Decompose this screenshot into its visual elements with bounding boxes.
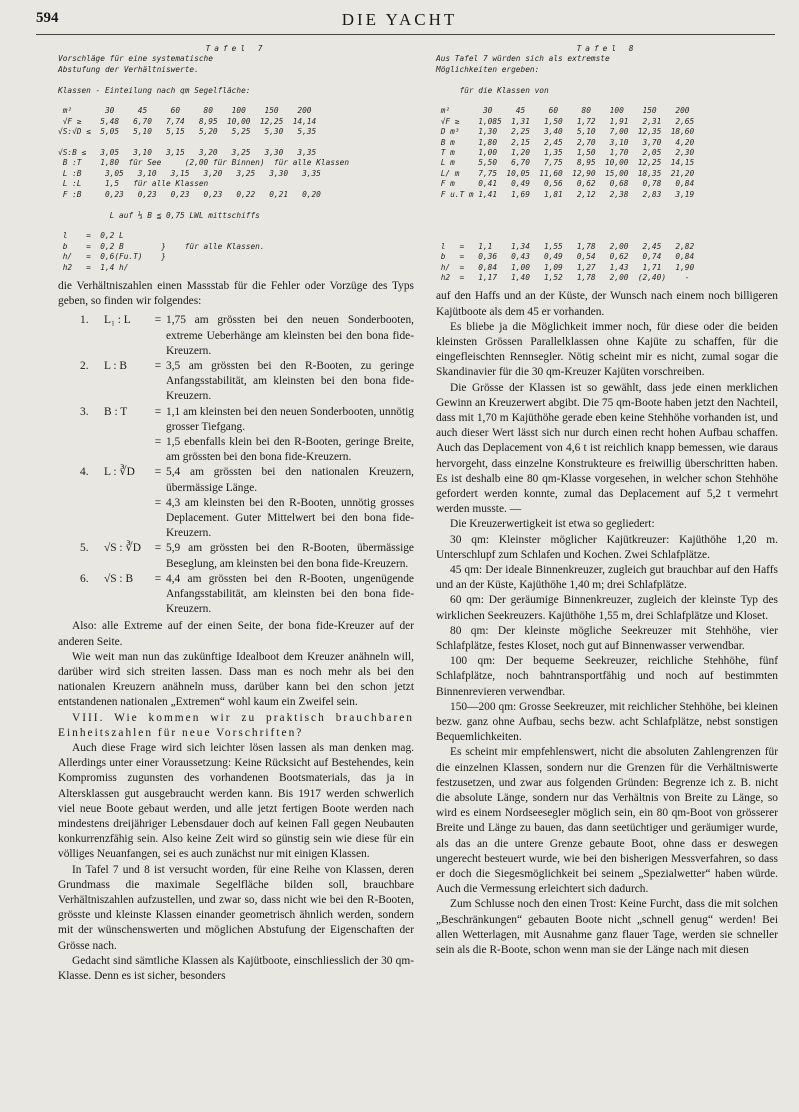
intro-paragraph: die Verhältniszahlen einen Massstab für die Fehler oder Vorzüge des Typs geben, so finden wir folgendes: bbox=[58, 279, 414, 308]
ratio-description: 4,4 am grössten bei den R-Booten, ungenügende Anfangsstabilität, am kleinsten bei den bona fide-Kreuzern. bbox=[166, 572, 414, 616]
ratio-number: 4. bbox=[80, 466, 89, 479]
table-line: Möglichkeiten ergeben: bbox=[436, 64, 540, 74]
ratio-expression: B : T bbox=[104, 405, 128, 418]
ratio-expression: L : B bbox=[104, 359, 127, 372]
class-80-paragraph: 80 qm: Der kleinste mögliche Seekreuzer mit Stehhöhe, vier Schlafplätze, festes Kloset, noch gut auf Binnenwasser verwendbar. bbox=[436, 624, 778, 653]
class-150-200-paragraph: 150—200 qm: Grosse Seekreuzer, mit reichlicher Stehhöhe, bei kleinen bezw. ganz ohne Aufbau, sechs bezw. acht Schlafplätze, nebst sonstigen Bequemlichkeiten. bbox=[436, 700, 778, 744]
ratio-equals: = bbox=[154, 359, 162, 372]
ratio-equals: = bbox=[154, 542, 162, 555]
table-line: √F ≥ 1,085 1,31 1,50 1,72 1,91 2,31 2,65 bbox=[436, 116, 695, 126]
ratio-item bbox=[80, 435, 414, 465]
table-line: L m 5,50 6,70 7,75 8,95 10,00 12,25 14,15 bbox=[436, 158, 695, 168]
ratio-item bbox=[80, 359, 414, 405]
ratio-number: 6. bbox=[80, 572, 89, 585]
table-line: h/ = 0,84 1,00 1,09 1,27 1,43 1,71 1,90 bbox=[436, 262, 695, 272]
ratio-item bbox=[80, 496, 414, 542]
table-line: F u.T m 1,41 1,69 1,81 2,12 2,38 2,83 3,19 bbox=[436, 189, 695, 199]
header-rule bbox=[36, 34, 775, 35]
class-60-paragraph: 60 qm: Der geräumige Binnenkreuzer, zugleich der kleinste Typ des wirklichen Seekreuzers. Kajüthöhe 1,55 m, drei Schlafplätze und Kloset. bbox=[436, 594, 778, 622]
table-line bbox=[436, 96, 778, 106]
table-line: F :B 0,23 0,23 0,23 0,23 0,22 0,21 0,20 bbox=[58, 189, 321, 199]
ratio-expression: L₁ : L bbox=[104, 314, 131, 327]
table-line: √S:B ≤ 3,05 3,10 3,15 3,20 3,25 3,30 3,35 bbox=[58, 148, 317, 158]
section-viii-heading: VIII. Wie kommen wir zu praktisch brauchbaren Einheitszahlen für neue Vorschriften? bbox=[58, 711, 414, 739]
ratio-expression bbox=[104, 496, 150, 542]
ratio-equals: = bbox=[154, 496, 162, 509]
table-line: m² 30 45 60 80 100 150 200 bbox=[58, 106, 312, 116]
right-column bbox=[436, 44, 778, 958]
groesse-paragraph: Die Grösse der Klassen ist so gewählt, dass jede einen merklichen Gewinn an Kreuzerwert abgibt. Die 75 qm-Boote haben jetzt den Nachteil, dass mit 1,70 m Kajüthöhe gerade eben keine Stehhöhe vorhanden ist, und auch dieser Wert lässt sich nur durch einen recht hohen Aufbau schaffen. Auch das Deplacement von 4,6 t ist reichlich knapp bemessen, wie daraus hervorgeht, dass einzelne Konstrukteure es freiwillig überschritten haben. Es ist deshalb eine 80 qm-Klasse vorgesehen, in welcher schon Stehhöhe gefordert werden konnte, zumal das Deplacement auf 5,2 t vermehrt werden musste. — bbox=[436, 381, 778, 516]
table-7 bbox=[58, 44, 414, 273]
table-line: √S:√D ≤ 5,05 5,10 5,15 5,20 5,25 5,30 5,35 bbox=[58, 127, 317, 137]
ratio-description: 1,1 am kleinsten bei den neuen Sonderbooten, unnötig grosser Tiefgang. bbox=[166, 405, 414, 433]
ratio-item bbox=[80, 405, 414, 435]
schlusse-paragraph: Zum Schlusse noch den einen Trost: Keine Furcht, dass die mit solchen „Beschränkungen“ gebauten Boote nicht „schnell genug“ werden! Bei allen Wetterlagen, mit Ausnahme ganz flauer Tage, werden sie schneller sein als die R-Boote, schon wenn man sie der Länge nach mit diesen bbox=[436, 898, 778, 957]
table-line: L :L 1,5 für alle Klassen bbox=[58, 179, 209, 189]
ratio-item bbox=[80, 541, 414, 571]
ratio-equals: = bbox=[154, 405, 162, 418]
table-line bbox=[58, 96, 414, 106]
table-line: Tafel 7 bbox=[205, 44, 267, 53]
table-line: h2 = 1,4 h/ bbox=[58, 262, 129, 272]
table-line: h2 = 1,17 1,40 1,52 1,78 2,00 (2,40) - bbox=[436, 272, 690, 282]
ratio-equals: = bbox=[154, 572, 162, 585]
table-line: B :T 1,80 für See (2,00 für Binnen) für alle Klassen bbox=[58, 158, 350, 168]
ratio-item bbox=[80, 572, 414, 618]
table-line bbox=[436, 221, 778, 231]
table-line: L/ m 7,75 10,05 11,60 12,90 15,00 18,35 21,20 bbox=[436, 168, 695, 178]
ratio-number: 5. bbox=[80, 542, 89, 555]
table-line bbox=[58, 138, 414, 148]
ratio-description: 5,9 am grössten bei den R-Booten, übermässige Beseglung, am kleinsten bei den bona fide-Kreuzern. bbox=[166, 542, 414, 570]
ratio-equals: = bbox=[154, 314, 162, 327]
also-paragraph: Also: alle Extreme auf der einen Seite, der bona fide-Kreuzer auf der anderen Seite. bbox=[58, 620, 414, 648]
page-number: 594 bbox=[36, 10, 59, 26]
haffs-paragraph: auf den Haffs und an der Küste, der Wunsch nach einem noch billigeren Kajütboote als dem 45 er vorhanden. bbox=[436, 290, 778, 318]
table-line bbox=[436, 231, 778, 241]
table-line: L :B 3,05 3,10 3,15 3,20 3,25 3,30 3,35 bbox=[58, 168, 321, 178]
left-text bbox=[58, 279, 414, 984]
gliederung-paragraph: Die Kreuzerwertigkeit ist etwa so gegliedert: bbox=[450, 518, 655, 531]
table-line: h/ = 0,6(Fu.T) } bbox=[58, 252, 166, 262]
empfehlen-paragraph: Es scheint mir empfehlenswert, nicht die absoluten Zahlengrenzen für die einzelnen Klassen, sondern nur die Grenzen für die Verhältniswerte festzusetzen, und zwar aus folgenden Gründen: Begrenze ich z. B. nicht die absolute Länge, sondern nur das Verhältnis von Breite zu Länge, so wird es einem Nordseesegler möglich sein, ein 80 qm-Boot von grösserer Breite und Länge zu bauen, das dann seetüchtiger und geräumiger wurde, als das an die untere Grenze gebaute Boot, ohne dass er deswegen ungerecht besteuert wurde, wie bei den bisherigen Messverfahren, so dass er doch die Siegesmöglichkeit bei seinem „Spezialwetter“ haben würde. Auch die Vermessung erleichtert sich dadurch. bbox=[436, 746, 778, 896]
frage-paragraph: Auch diese Frage wird sich leichter lösen lassen als man denken mag. Allerdings unter einer Voraussetzung: Keine Rücksicht auf Bestehendes, kein Kompromiss zugunsten des vorhandenen Bootsmaterials, das ja in Altersklassen gut ausgebraucht werden kann. Bis 1917 werden schwerlich viel neue Boote gebaut werden, und alle jetzt fertigen Boote werden nach mindestens dreijähriger Lebensdauer doch auf keinen Fall gegen Neubauten konkurrenzfähig sein. Also keine Zeit wird so günstig sein wie diese für ein völliges Neuanfangen, sei es auch zunächst nur mit einigen Klassen. bbox=[58, 742, 414, 861]
table-8 bbox=[436, 44, 778, 283]
ratio-number: 2. bbox=[80, 359, 89, 372]
table-line: F m 0,41 0,49 0,56 0,62 0,68 0,78 0,84 bbox=[436, 179, 695, 189]
ratio-description: 5,4 am grössten bei den nationalen Kreuzern, übermässige Länge. bbox=[166, 466, 414, 494]
table-line bbox=[58, 221, 414, 231]
right-text bbox=[436, 289, 778, 958]
class-30-paragraph: 30 qm: Kleinster möglicher Kajütkreuzer: Kajüthöhe 1,20 m. Unterschlupf zum Schlafen und Kochen. Zwei Schlafplätze. bbox=[436, 533, 778, 561]
ratio-number: 3. bbox=[80, 405, 89, 418]
ratio-equals: = bbox=[154, 435, 162, 448]
ratio-expression: L : ∛D bbox=[104, 466, 135, 479]
table-line bbox=[436, 200, 778, 210]
table-line: l = 1,1 1,34 1,55 1,78 2,00 2,45 2,82 bbox=[436, 241, 695, 251]
ratio-number bbox=[80, 435, 104, 465]
table-line: Tafel 8 bbox=[576, 44, 638, 53]
ratio-number: 1. bbox=[80, 314, 89, 327]
left-column bbox=[58, 44, 414, 984]
table-line: l = 0,2 L bbox=[58, 231, 124, 241]
table-line bbox=[436, 211, 778, 221]
page-title: DIE YACHT bbox=[341, 10, 458, 29]
ratio-equals: = bbox=[154, 466, 162, 479]
table-line: Aus Tafel 7 würden sich als extremste bbox=[436, 54, 610, 64]
moeglichkeit-paragraph: Es bliebe ja die Möglichkeit immer noch, für diese oder die beiden kleinsten Grössen Parallelklassen ohne Kajüte zu schaffen, für die eingefleischten Rennsegler. Nötig scheint mir es nicht, zumal sogar die Skandinavier für die 30 qm-Kreuzer Kajüten vorschreiben. bbox=[436, 320, 778, 379]
table-line: b = 0,36 0,43 0,49 0,54 0,62 0,74 0,84 bbox=[436, 252, 695, 262]
ratio-description: 4,3 am kleinsten bei den R-Booten, unnötig grosses Deplacement. Guter Mittelwert bei den bona fide-Kreuzern. bbox=[166, 496, 414, 540]
table-line: B m 1,80 2,15 2,45 2,70 3,10 3,70 4,20 bbox=[436, 137, 695, 147]
table-line: Vorschläge für eine systematische bbox=[58, 54, 213, 64]
ratio-description: 1,5 ebenfalls klein bei den R-Booten, geringe Breite, am grössten bei den bona fide-Kreuzern. bbox=[166, 435, 414, 464]
table-line: für die Klassen von bbox=[436, 85, 549, 95]
table-line: T m 1,00 1,20 1,35 1,50 1,70 2,05 2,30 bbox=[436, 148, 695, 158]
table-line: b = 0,2 B } für alle Klassen. bbox=[58, 241, 265, 251]
ratio-number bbox=[80, 496, 104, 542]
table-line: D m³ 1,30 2,25 3,40 5,10 7,00 12,35 18,60 bbox=[436, 127, 695, 137]
table-line bbox=[58, 200, 414, 210]
tafel-paragraph: In Tafel 7 und 8 ist versucht worden, für eine Reihe von Klassen, deren Grundmass die maximale Segelfläche bilden soll, brauchbare Verhältniszahlen aufzustellen, und zwar so, dass nicht wie bei den R-Booten, grösste und kleinste Klassen einander geometrisch ähnlich werden, sondern mit der wünschenswerten und möglichen Abstufung der Eigenschaften der Grösse nach. bbox=[58, 863, 414, 952]
class-100-paragraph: 100 qm: Der bequeme Seekreuzer, reichliche Stehhöhe, fünf Schlafplätze, noch bahntransportfähig und noch auf bestimmten Binnenrevieren verwendbar. bbox=[436, 655, 778, 698]
table-line: L auf ⅓ B ≦ 0,75 LWL mittschiffs bbox=[58, 210, 260, 220]
ratio-description: 3,5 am grössten bei den R-Booten, zu geringe Anfangsstabilität, am kleinsten bei den bona fide-Kreuzern. bbox=[166, 359, 414, 403]
ratio-item bbox=[80, 465, 414, 495]
table-line: Abstufung der Verhältniswerte. bbox=[58, 64, 199, 74]
ratio-list bbox=[80, 313, 414, 617]
gedacht-paragraph: Gedacht sind sämtliche Klassen als Kajütboote, einschliesslich der 30 qm-Klasse. Denn es ist sicher, besonders bbox=[58, 954, 414, 983]
table-line: m² 30 45 60 80 100 150 200 bbox=[436, 106, 690, 116]
table-line bbox=[58, 75, 414, 85]
table-line bbox=[436, 75, 778, 85]
idealboot-paragraph: Wie weit man nun das zukünftige Idealboot dem Kreuzer anähneln will, darüber wird sich streiten lassen. Dass man es noch mehr als bei den nationalen Kreuzern anähneln muss, darüber kann bei den schon jetzt entstandenen nationalen „Extremen“ wohl kaum ein Zweifel sein. bbox=[58, 650, 414, 709]
ratio-description: 1,75 am grössten bei den neuen Sonderbooten, extreme Ueberhänge am kleinsten bei den bona fide-Kreuzern. bbox=[166, 314, 414, 357]
ratio-expression: √S : B bbox=[104, 572, 134, 585]
class-45-paragraph: 45 qm: Der ideale Binnenkreuzer, zugleich gut brauchbar auf den Haffs und an der Küste, Kajüthöhe 1,40 m; drei Schlafplätze. bbox=[436, 564, 778, 592]
ratio-expression: √S : ∛D bbox=[104, 542, 141, 555]
ratio-item bbox=[80, 313, 414, 359]
table-line: Klassen - Einteilung nach qm Segelfläche: bbox=[58, 85, 251, 95]
table-line: √F ≥ 5,48 6,70 7,74 8,95 10,00 12,25 14,14 bbox=[58, 116, 317, 126]
ratio-expression bbox=[104, 435, 150, 465]
